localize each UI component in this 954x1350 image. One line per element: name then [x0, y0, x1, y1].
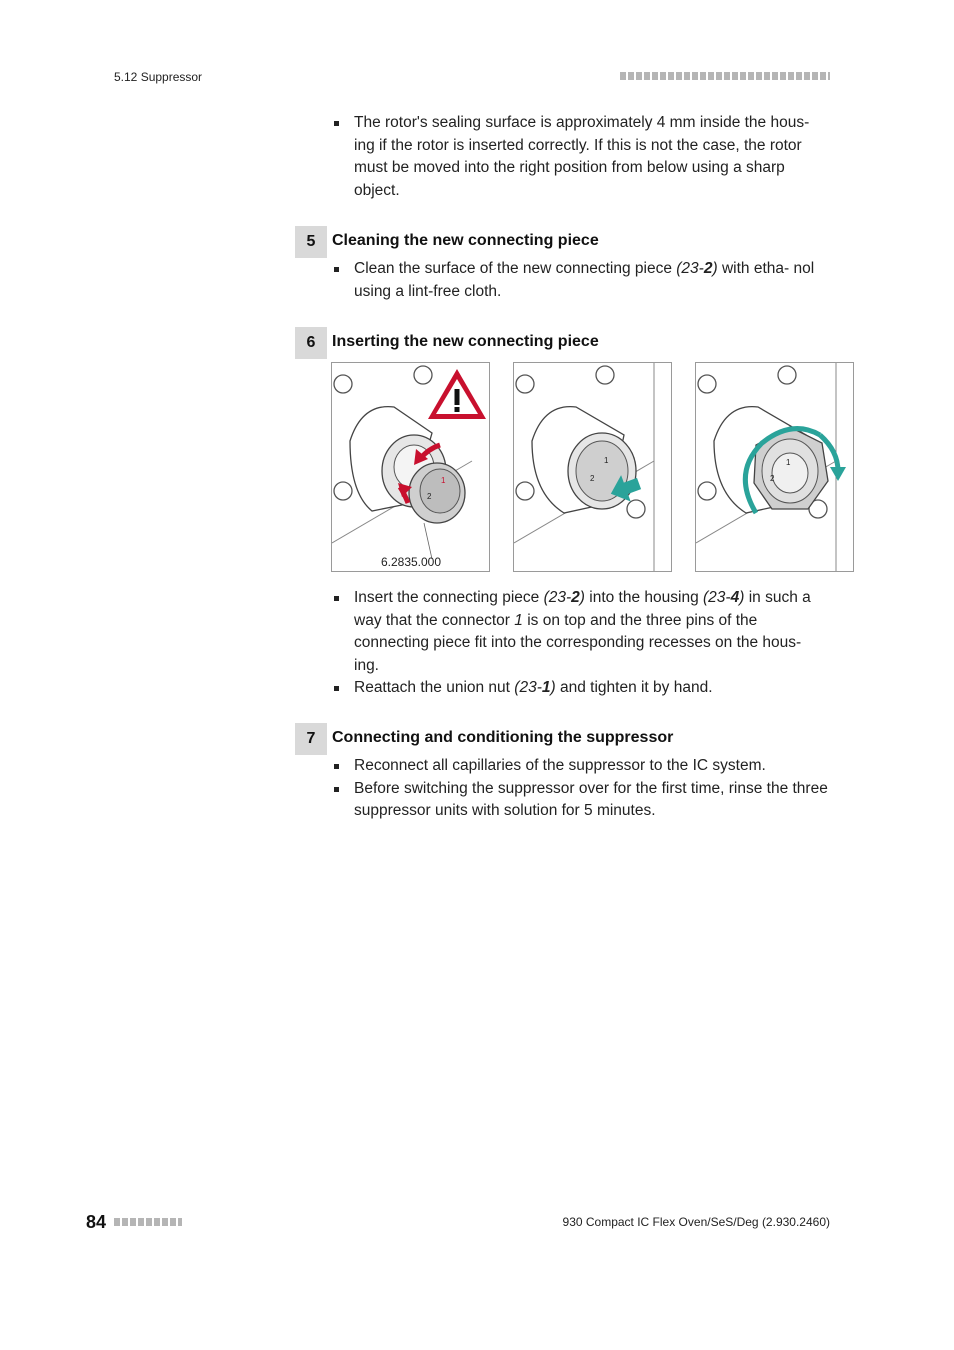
- list-item: Clean the surface of the new connecting piece (23-2) with etha- nol using a lint-free cloth.: [332, 258, 830, 303]
- step-title-5: Cleaning the new connecting piece: [332, 232, 599, 249]
- intro-bullet-list: [332, 112, 830, 202]
- figure-panel-tighten: [695, 362, 854, 572]
- figure-illustration-1: [332, 363, 489, 571]
- footer-decoration: [114, 1218, 182, 1226]
- step5-bullet-list: [332, 258, 830, 303]
- pin-label-2: 2: [427, 492, 432, 501]
- figure-illustration-2: [514, 363, 671, 571]
- step6-bullet-list: [332, 587, 830, 700]
- list-item: Reattach the union nut (23-1) and tighten it by hand.: [332, 677, 830, 700]
- figure-caption: 6.2835.000: [380, 555, 442, 569]
- page-number: 84: [86, 1212, 107, 1232]
- running-header-section: 5.12 Suppressor: [114, 70, 203, 84]
- step7-bullet-list: [332, 755, 830, 823]
- figure-panel-insert: [513, 362, 672, 572]
- figure-illustration-3: [696, 363, 853, 571]
- figure-reference: (23-1): [514, 679, 556, 696]
- list-item: The rotor's sealing surface is approximately 4 mm inside the hous- ing if the rotor is inserted correctly. If this is not the case, the rotor must be moved into the right position from below using a sharp object.: [332, 112, 830, 202]
- step-number-7: 7: [295, 723, 327, 755]
- header-decoration: [620, 72, 830, 80]
- figure-reference: (23-2): [676, 260, 718, 277]
- figure-panel-remove: [331, 362, 490, 572]
- connector-reference: 1: [514, 611, 523, 629]
- figure-reference: (23-4): [703, 589, 745, 606]
- pin-label-1: 1: [441, 476, 446, 485]
- step-title-6: Inserting the new connecting piece: [332, 333, 599, 350]
- list-item: Before switching the suppressor over for the first time, rinse the three suppressor units with solution for 5 minutes.: [332, 778, 830, 823]
- pin-label-1: 1: [786, 458, 791, 467]
- pin-label-1: 1: [604, 456, 609, 465]
- footer-product: 930 Compact IC Flex Oven/SeS/Deg (2.930.2460): [562, 1215, 830, 1229]
- list-item: Reconnect all capillaries of the suppressor to the IC system.: [332, 755, 830, 778]
- list-item: Insert the connecting piece (23-2) into the housing (23-4) in such a way that the connector 1 is on top and the three pins of the connecting piece fit into the corresponding recesses on the hous- ing.: [332, 587, 830, 677]
- step-title-7: Connecting and conditioning the suppressor: [332, 729, 674, 746]
- pin-label-2: 2: [590, 474, 595, 483]
- pin-label-2: 2: [770, 474, 775, 483]
- figure-reference: (23-2): [543, 589, 585, 606]
- step-number-6: 6: [295, 327, 327, 359]
- step-number-5: 5: [295, 226, 327, 258]
